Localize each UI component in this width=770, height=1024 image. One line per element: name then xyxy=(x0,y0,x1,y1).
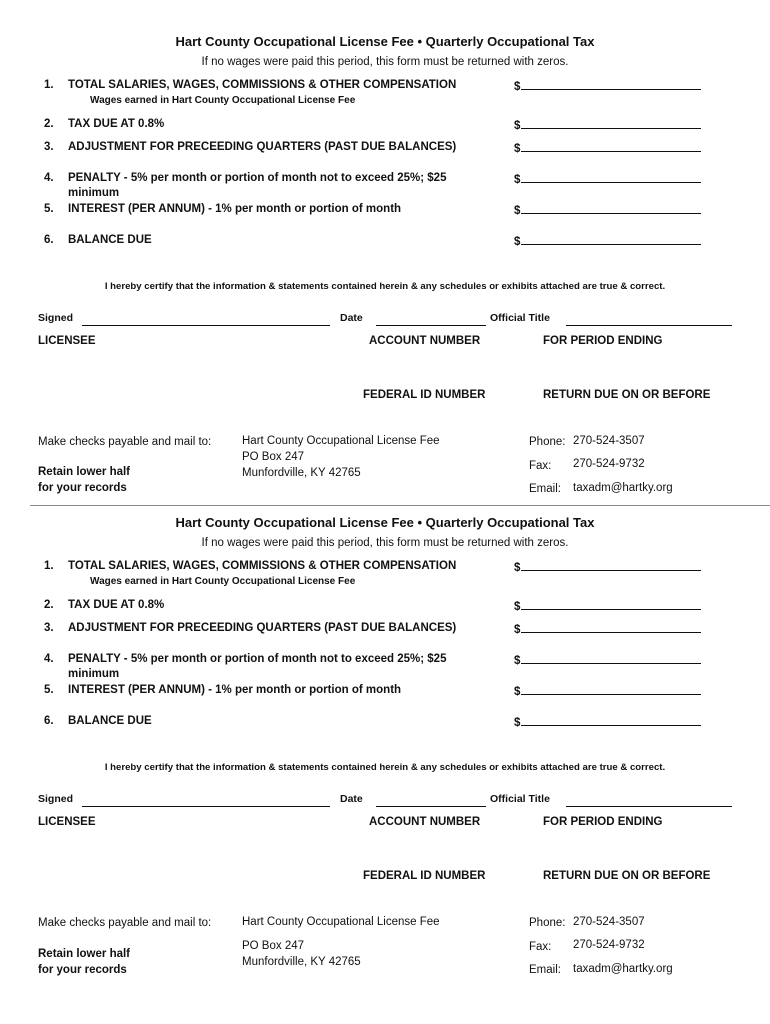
line-number: 1. xyxy=(44,560,54,572)
amount-field-balance-due[interactable] xyxy=(514,234,701,248)
dollar-sign: $ xyxy=(514,174,521,186)
amount-field-tax-due[interactable] xyxy=(514,599,701,613)
official-title-label: Official Title xyxy=(490,312,550,324)
email-value: taxadm@hartky.org xyxy=(573,482,673,494)
phone-label: Phone: xyxy=(529,917,566,929)
certification-statement: I hereby certify that the information & statements contained herein & any schedules or exhibits attached are true & correct. xyxy=(104,281,666,292)
line-number: 3. xyxy=(44,622,54,634)
licensee-label: LICENSEE xyxy=(38,816,96,828)
form-title: Hart County Occupational License Fee • Quarterly Occupational Tax xyxy=(175,34,595,49)
line-number: 5. xyxy=(44,203,54,215)
address-line: PO Box 247 xyxy=(242,940,305,952)
period-ending-label: FOR PERIOD ENDING xyxy=(543,816,663,828)
dollar-sign: $ xyxy=(514,120,521,132)
line-label-continued: minimum xyxy=(68,187,120,199)
certification-statement: I hereby certify that the information & statements contained herein & any schedules or exhibits attached are true & correct. xyxy=(104,762,666,773)
dollar-sign: $ xyxy=(514,81,521,93)
email-label: Email: xyxy=(529,964,561,976)
signature-field[interactable] xyxy=(82,325,330,326)
date-field[interactable] xyxy=(376,325,486,326)
dollar-sign: $ xyxy=(514,655,521,667)
dollar-sign: $ xyxy=(514,236,521,248)
dollar-sign: $ xyxy=(514,601,521,613)
official-title-field[interactable] xyxy=(566,806,732,807)
return-due-label: RETURN DUE ON OR BEFORE xyxy=(543,389,711,401)
phone-value: 270-524-3507 xyxy=(573,916,645,928)
fax-value: 270-524-9732 xyxy=(573,458,645,470)
amount-field-interest[interactable] xyxy=(514,684,701,698)
form-subtitle: If no wages were paid this period, this form must be returned with zeros. xyxy=(201,537,569,549)
line-number: 5. xyxy=(44,684,54,696)
line-label: TOTAL SALARIES, WAGES, COMMISSIONS & OTHER COMPENSATION xyxy=(68,79,457,91)
federal-id-label: FEDERAL ID NUMBER xyxy=(363,389,486,401)
amount-field-balance-due[interactable] xyxy=(514,715,701,729)
signed-label: Signed xyxy=(38,312,74,324)
official-title-label: Official Title xyxy=(490,793,550,805)
email-label: Email: xyxy=(529,483,561,495)
address-line: Munfordville, KY 42765 xyxy=(242,467,361,479)
phone-label: Phone: xyxy=(529,436,566,448)
amount-field-penalty[interactable] xyxy=(514,653,701,667)
line-sublabel: Wages earned in Hart County Occupational License Fee xyxy=(90,576,356,587)
form-copy-bottom xyxy=(0,481,770,976)
line-number: 1. xyxy=(44,79,54,91)
dollar-sign: $ xyxy=(514,686,521,698)
federal-id-label: FEDERAL ID NUMBER xyxy=(363,870,486,882)
amount-field-tax-due[interactable] xyxy=(514,118,701,132)
fax-label: Fax: xyxy=(529,941,552,953)
line-label: TAX DUE AT 0.8% xyxy=(68,599,165,611)
retain-note: for your records xyxy=(38,964,127,976)
line-label: ADJUSTMENT FOR PRECEEDING QUARTERS (PAST DUE BALANCES) xyxy=(68,622,457,634)
line-number: 4. xyxy=(44,172,54,184)
line-number: 2. xyxy=(44,118,54,130)
dollar-sign: $ xyxy=(514,143,521,155)
signed-label: Signed xyxy=(38,793,74,805)
licensee-label: LICENSEE xyxy=(38,335,96,347)
fax-value: 270-524-9732 xyxy=(573,939,645,951)
payable-label: Make checks payable and mail to: xyxy=(38,917,212,929)
form-copy-top xyxy=(0,0,770,495)
fax-label: Fax: xyxy=(529,460,552,472)
dollar-sign: $ xyxy=(514,562,521,574)
line-label: BALANCE DUE xyxy=(68,234,152,246)
line-label: BALANCE DUE xyxy=(68,715,152,727)
line-sublabel: Wages earned in Hart County Occupational License Fee xyxy=(90,95,356,106)
line-label: TOTAL SALARIES, WAGES, COMMISSIONS & OTHER COMPENSATION xyxy=(68,560,457,572)
line-label: PENALTY - 5% per month or portion of month not to exceed 25%; $25 xyxy=(68,653,447,665)
amount-field-adjustment[interactable] xyxy=(514,141,701,155)
line-number: 6. xyxy=(44,715,54,727)
official-title-field[interactable] xyxy=(566,325,732,326)
account-number-label: ACCOUNT NUMBER xyxy=(369,335,481,347)
line-label-continued: minimum xyxy=(68,668,120,680)
line-label: INTEREST (PER ANNUM) - 1% per month or portion of month xyxy=(68,203,402,215)
retain-note: for your records xyxy=(38,482,127,494)
dollar-sign: $ xyxy=(514,205,521,217)
address-line: Hart County Occupational License Fee xyxy=(242,916,440,928)
line-label: ADJUSTMENT FOR PRECEEDING QUARTERS (PAST DUE BALANCES) xyxy=(68,141,457,153)
line-label: PENALTY - 5% per month or portion of month not to exceed 25%; $25 xyxy=(68,172,447,184)
phone-value: 270-524-3507 xyxy=(573,435,645,447)
line-number: 2. xyxy=(44,599,54,611)
signature-field[interactable] xyxy=(82,806,330,807)
retain-note: Retain lower half xyxy=(38,948,131,960)
email-value: taxadm@hartky.org xyxy=(573,963,673,975)
payable-label: Make checks payable and mail to: xyxy=(38,436,212,448)
address-line: PO Box 247 xyxy=(242,451,305,463)
date-label: Date xyxy=(340,312,363,324)
line-label: TAX DUE AT 0.8% xyxy=(68,118,165,130)
line-number: 3. xyxy=(44,141,54,153)
period-ending-label: FOR PERIOD ENDING xyxy=(543,335,663,347)
return-due-label: RETURN DUE ON OR BEFORE xyxy=(543,870,711,882)
amount-field-adjustment[interactable] xyxy=(514,622,701,636)
date-label: Date xyxy=(340,793,363,805)
amount-field-total-wages[interactable] xyxy=(514,79,701,93)
retain-note: Retain lower half xyxy=(38,466,131,478)
line-label: INTEREST (PER ANNUM) - 1% per month or portion of month xyxy=(68,684,402,696)
amount-field-penalty[interactable] xyxy=(514,172,701,186)
amount-field-total-wages[interactable] xyxy=(514,560,701,574)
form-title: Hart County Occupational License Fee • Quarterly Occupational Tax xyxy=(175,515,595,530)
account-number-label: ACCOUNT NUMBER xyxy=(369,816,481,828)
line-number: 4. xyxy=(44,653,54,665)
dollar-sign: $ xyxy=(514,624,521,636)
dollar-sign: $ xyxy=(514,717,521,729)
address-line: Hart County Occupational License Fee xyxy=(242,435,440,447)
date-field[interactable] xyxy=(376,806,486,807)
address-line: Munfordville, KY 42765 xyxy=(242,956,361,968)
form-subtitle: If no wages were paid this period, this form must be returned with zeros. xyxy=(201,56,569,68)
line-number: 6. xyxy=(44,234,54,246)
amount-field-interest[interactable] xyxy=(514,203,701,217)
